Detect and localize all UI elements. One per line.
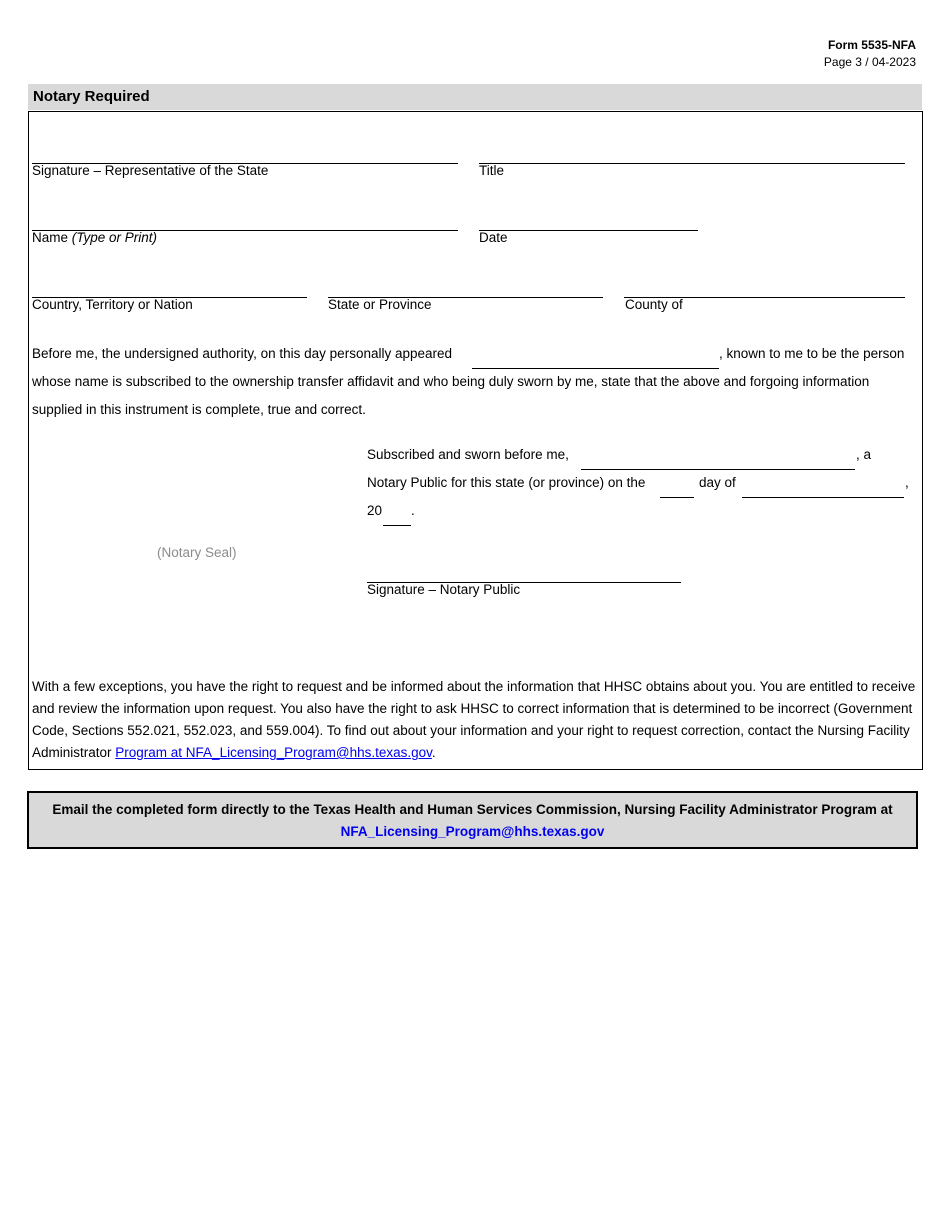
appeared-person-field[interactable] — [472, 368, 719, 369]
affidavit-line-1-start: Before me, the undersigned authority, on this day personally appeared — [32, 346, 453, 361]
affidavit-line-2: whose name is subscribed to the ownership transfer affidavit and who being duly sworn by me, state that the above and forgoing information — [32, 374, 870, 389]
privacy-email-link[interactable]: Program at NFA_Licensing_Program@hhs.texas.gov — [115, 745, 432, 760]
day-of-text: day of — [699, 475, 736, 490]
year-field[interactable] — [383, 525, 411, 526]
notary-section-box — [28, 111, 923, 770]
form-number: Form 5535-NFA — [827, 38, 916, 52]
notary-seal-placeholder: (Notary Seal) — [157, 545, 237, 560]
email-link[interactable]: NFA_Licensing_Program@hhs.texas.gov — [340, 824, 605, 839]
name-hint: (Type or Print) — [71, 230, 158, 245]
section-header-bar — [28, 84, 922, 110]
title-field[interactable] — [479, 163, 905, 164]
page-info: Page 3 / 04-2023 — [823, 55, 916, 69]
comma-text: , — [905, 475, 909, 490]
year-prefix: 20 — [367, 503, 383, 518]
affidavit-line-3: supplied in this instrument is complete, true and correct. — [32, 402, 366, 417]
county-label: County of — [625, 297, 683, 312]
notary-public-text: Notary Public for this state (or province) on the — [367, 475, 646, 490]
privacy-text: With a few exceptions, you have the right to request and be informed about the information that HHSC obtains about you. You are entitled to receive and review the information upon request. You also have the right to ask HHSC to correct information that is determined to be incorrect (Government Code, Sections 552.021, 552.023, and 559.004). To find out about your information and your right to request correction, contact the Nursing Facility Administrator — [32, 679, 916, 760]
email-instructions-box — [27, 791, 918, 849]
year-period: . — [411, 503, 415, 518]
title-label: Title — [479, 163, 505, 178]
signature-rep-label: Signature – Representative of the State — [32, 163, 269, 178]
section-title: Notary Required — [33, 88, 150, 105]
subscribed-text: Subscribed and sworn before me, — [367, 447, 569, 462]
privacy-end: . — [431, 745, 436, 760]
country-label: Country, Territory or Nation — [32, 297, 193, 312]
a-text: , a — [856, 447, 872, 462]
notary-signature-label: Signature – Notary Public — [367, 582, 521, 597]
state-label: State or Province — [328, 297, 432, 312]
month-field[interactable] — [742, 497, 904, 498]
name-label — [32, 230, 157, 245]
email-instructions-text: Email the completed form directly to the Texas Health and Human Services Commission, Nursing Facility Administrator Program at — [52, 802, 893, 817]
date-label: Date — [479, 230, 508, 245]
privacy-notice — [32, 676, 916, 764]
day-field[interactable] — [660, 497, 694, 498]
sworn-before-field[interactable] — [581, 469, 855, 470]
date-field[interactable] — [479, 230, 698, 231]
name-label-text: Name — [32, 230, 69, 245]
affidavit-line-1-end: , known to me to be the person — [719, 346, 905, 361]
